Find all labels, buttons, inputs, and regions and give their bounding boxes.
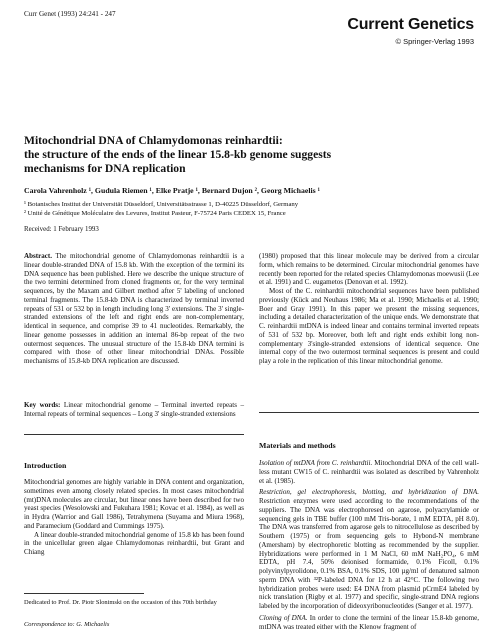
title-line: Mitochondrial DNA of Chlamydomonas reinhardtii:	[24, 134, 283, 147]
affiliation-line: ² Unité de Génétique Moléculaire des Levures, Institut Pasteur, F-75724 Paris CEDEX 15, France	[24, 209, 286, 217]
received-date: Received: 1 February 1993	[24, 226, 99, 233]
journal-reference: Curr Genet (1993) 24:241 - 247	[24, 10, 116, 18]
paragraph: (1980) proposed that this linear molecule may be derived from a circular form, which remains to be determined. Circular mitochondrial genomes have recently been reported for the related species Chlamydomonas moewusii (Lee et al. 1991) and C. eugametos (Denovan et al. 1992).	[259, 252, 479, 287]
methods-item	[259, 488, 479, 611]
methods-item-title: Cloning of DNA.	[259, 613, 308, 622]
methods-item-text: Mitochondrial DNA of the cell wall-less mutant CW15 of C. reinhardtii was isolated as described by Vahrenholz et al. (1985).	[259, 459, 479, 485]
keywords-label: Key words:	[24, 401, 61, 409]
methods-item	[259, 614, 479, 632]
section-divider	[24, 434, 244, 435]
paragraph: Most of the C. reinhardtii mitochondrial sequences have been published previously (Kück and Neuhaus 1986; Ma et al. 1990; Michaelis et al. 1990; Boer and Gray 1991). In this paper we present the missing sequences, including a detailed characterization of the unique ends. We demonstrate that C. reinhardtii mtDNA is indeed linear and contains terminal inverted repeats of 531 of 532 bp. Moreover, both left and right ends exhibit long non-complementary 3'single-stranded extensions of identical sequence. One internal copy of the two outermost terminal sequences is present and could play a role in the replication of this linear mitochondrial genome.	[259, 287, 479, 365]
right-column-body	[259, 252, 479, 366]
keywords-block	[24, 401, 244, 419]
paragraph: Mitochondrial genomes are highly variable in DNA content and organization, sometimes even among closely related species. In most cases mitochondrial (mt)DNA molecules are circular, but linear ones have been described for two yeast species (Wesolowski and Fukuhara 1981; Kovac et al. 1984), as well as in Hydra (Warrior and Gall 1986), Tetrahymena (Suyama and Miura 1968), and Paramecium (Goddard and Cummings 1975).	[24, 478, 244, 530]
methods-item-text: Restriction enzymes were used according to the recommendations of the suppliers. The DNA was electrophoresed on agarose, polyacrylamide or sequencing gels in TBE buffer (100 mM Tris-borate, 1 mM EDTA, pH 8.0). The DNA was transferred from agarose gels to nitrocellulose as described by Southern (1975) or from sequencing gels to Hybond-N membrane (Amersham) by electrophoretic blotting as recommended by the supplier. Hybridizations were performed in 1 M NaCl, 60 mM NaH₂PO₄, 6 mM EDTA, pH 7.4, 50% deionised formamide, 0.1% Ficoll, 0.1% polyvinylpyrolidone, 0.1% BSA, 0.1% SDS, 100 µg/ml of denatured salmon sperm DNA with ³²P-labeled DNA for 12 h at 42°C. The following two hybridization probes were used: E4 DNA from plasmid pCrmE4 labeled by nick translation (Rigby et al. 1977) and specific, single-strand DNA regions labeled by the incorporation of dideoxyribonucleotides (Sanger et al. 1977).	[259, 497, 479, 610]
publisher-copyright: © Springer-Verlag 1993	[395, 37, 474, 46]
abstract-label: Abstract.	[24, 252, 52, 260]
methods-body	[259, 459, 479, 631]
correspondence-footnote: Correspondence to: G. Michaelis	[24, 621, 110, 628]
footnote-rule	[24, 593, 144, 594]
paragraph: A linear double-stranded mitochondrial genome of 15.8 kb has been found in the unicellular green algae Chlamydomonas reinhardtii, but Grant and Chiang	[24, 530, 244, 556]
journal-brand: Current Genetics	[347, 16, 474, 33]
affiliation-line: ¹ Botanisches Institut der Universität Düsseldorf, Universitätsstrasse 1, D-40225 Düsseldorf, Germany	[24, 201, 299, 208]
methods-item	[259, 459, 479, 485]
introduction-body	[24, 478, 244, 557]
section-divider	[259, 412, 479, 413]
affiliations	[24, 201, 479, 218]
article-title	[24, 134, 479, 176]
abstract-block	[24, 252, 244, 366]
methods-item-title: Isolation of mtDNA from C. reinhardtii.	[259, 459, 373, 467]
introduction-heading: Introduction	[24, 461, 67, 470]
methods-item-text: In order to clone the termini of the linear 15.8-kb genome, mtDNA was treated either with the Klenow fragment of	[259, 613, 480, 631]
methods-item-title: Restriction, gel electrophoresis, blotting, and hybridization of DNA.	[259, 488, 479, 497]
abstract-text: The mitochondrial genome of Chlamydomonas reinhardtii is a linear double-stranded DNA of 15.8 kb. With the exception of the termini its DNA sequence has been published. Here we describe the unique structure of the two termini determined from cloned fragments or, for the very terminal sequences, by the Maxam and Gilbert method after 5' labeling of uncloned terminal fragments. The 15.8-kb DNA is characterized by terminal inverted repeats of 531 or 532 bp in length including long 3' extensions. The 3' single-stranded extensions of the left and right ends are non-complementary, identical in sequence, and comprise 39 to 41 nucleotides. Remarkably, the linear genome possesses in addition an internal 86-bp repeat of the two outermost sequences. The unusual structure of the 15.8-kb DNA termini is compared with those of other linear mitochondrial DNAs. Possible mechanisms of 15.8-kb DNA replication are discussed.	[24, 252, 244, 365]
dedication-footnote: Dedicated to Prof. Dr. Piotr Slonimski on the occasion of this 70th birthday	[24, 599, 217, 606]
title-line: the structure of the ends of the linear 15.8-kb genome suggests	[24, 148, 332, 161]
methods-heading: Materials and methods	[259, 441, 336, 450]
author-list: Carola Vahrenholz ¹, Gudula Riemen ¹, Elke Pratje ¹, Bernard Dujon ², Georg Michaelis ¹	[24, 186, 320, 195]
keywords-text: Linear mitochondrial genome – Terminal inverted repeats – Internal repeats of terminal sequences – Long 3' single-stranded extensions	[24, 401, 244, 418]
title-line: mechanisms for DNA replication	[24, 162, 186, 175]
